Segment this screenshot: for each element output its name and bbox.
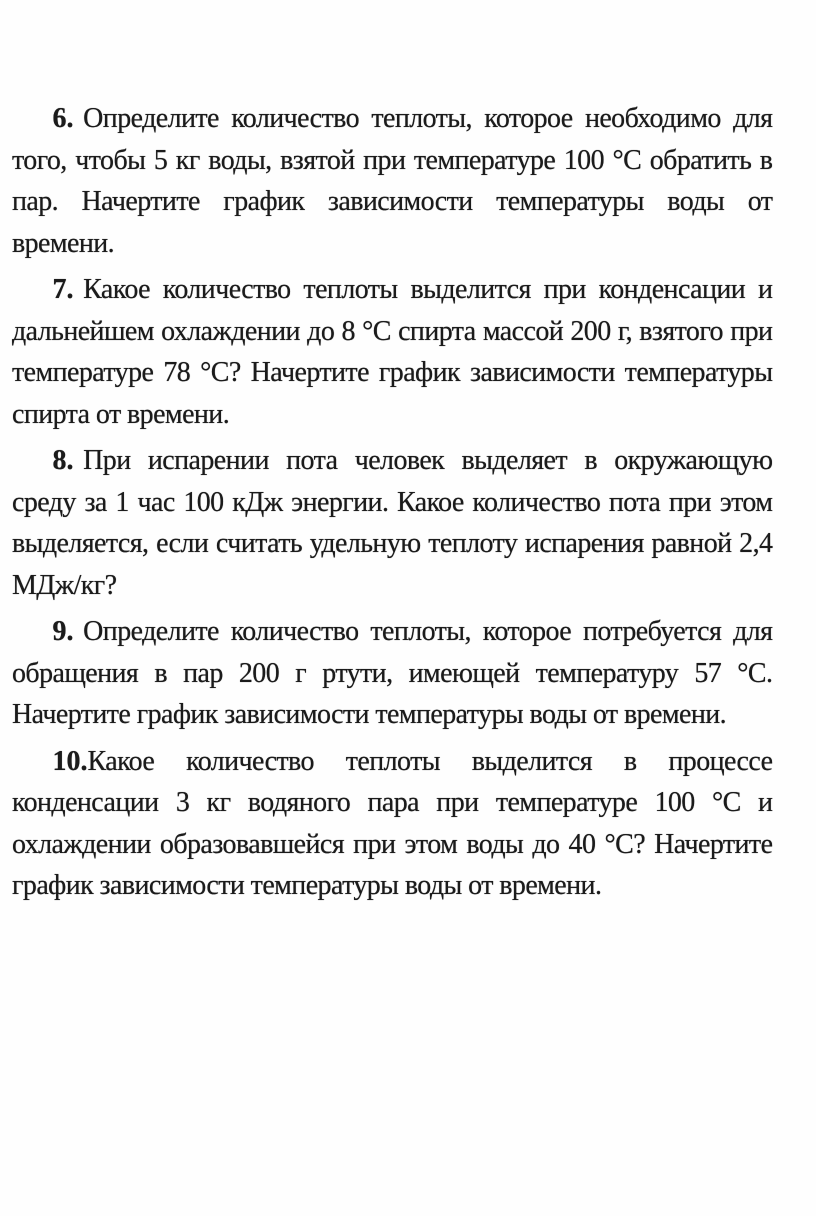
problem-text: Определите количество теплоты, которое необходимо для того, чтобы 5 кг воды, взятой при температуре 100 °С обратить в пар. Начертите график зависимости температуры воды от времени.	[12, 102, 773, 259]
problem-text: Какое количество теплоты выделится в процессе конденсации 3 кг водяного пара при температуре 100 °С и охлаждении образовавшейся при этом воды до 40 °С? Начертите график зависимости температуры воды от времени.	[12, 744, 773, 901]
problem-list	[12, 98, 772, 912]
problem-6	[12, 98, 772, 264]
problem-number: 10.	[52, 744, 88, 777]
problem-text: При испарении пота человек выделяет в окружающую среду за 1 час 100 кДж энергии. Какое количество пота при этом выделяется, если считать удельную теплоту испарения равной 2,4 МДж/кг?	[12, 444, 773, 601]
problem-number: 7.	[52, 273, 74, 305]
problem-number: 6.	[52, 102, 74, 134]
problem-number: 9.	[52, 615, 74, 647]
problem-text: Какое количество теплоты выделится при конденсации и дальнейшем охлаждении до 8 °С спирта массой 200 г, взятого при температуре 78 °С? Начертите график зависимости температуры спирта от времени.	[12, 273, 773, 430]
problem-7	[12, 269, 772, 435]
problem-8	[12, 440, 772, 606]
problem-9	[12, 611, 772, 736]
problem-10	[12, 741, 772, 907]
problem-number: 8.	[52, 444, 74, 476]
problem-text: Определите количество теплоты, которое потребуется для обращения в пар 200 г ртути, имеющей температуру 57 °С. Начертите график зависимости температуры воды от времени.	[12, 615, 773, 730]
